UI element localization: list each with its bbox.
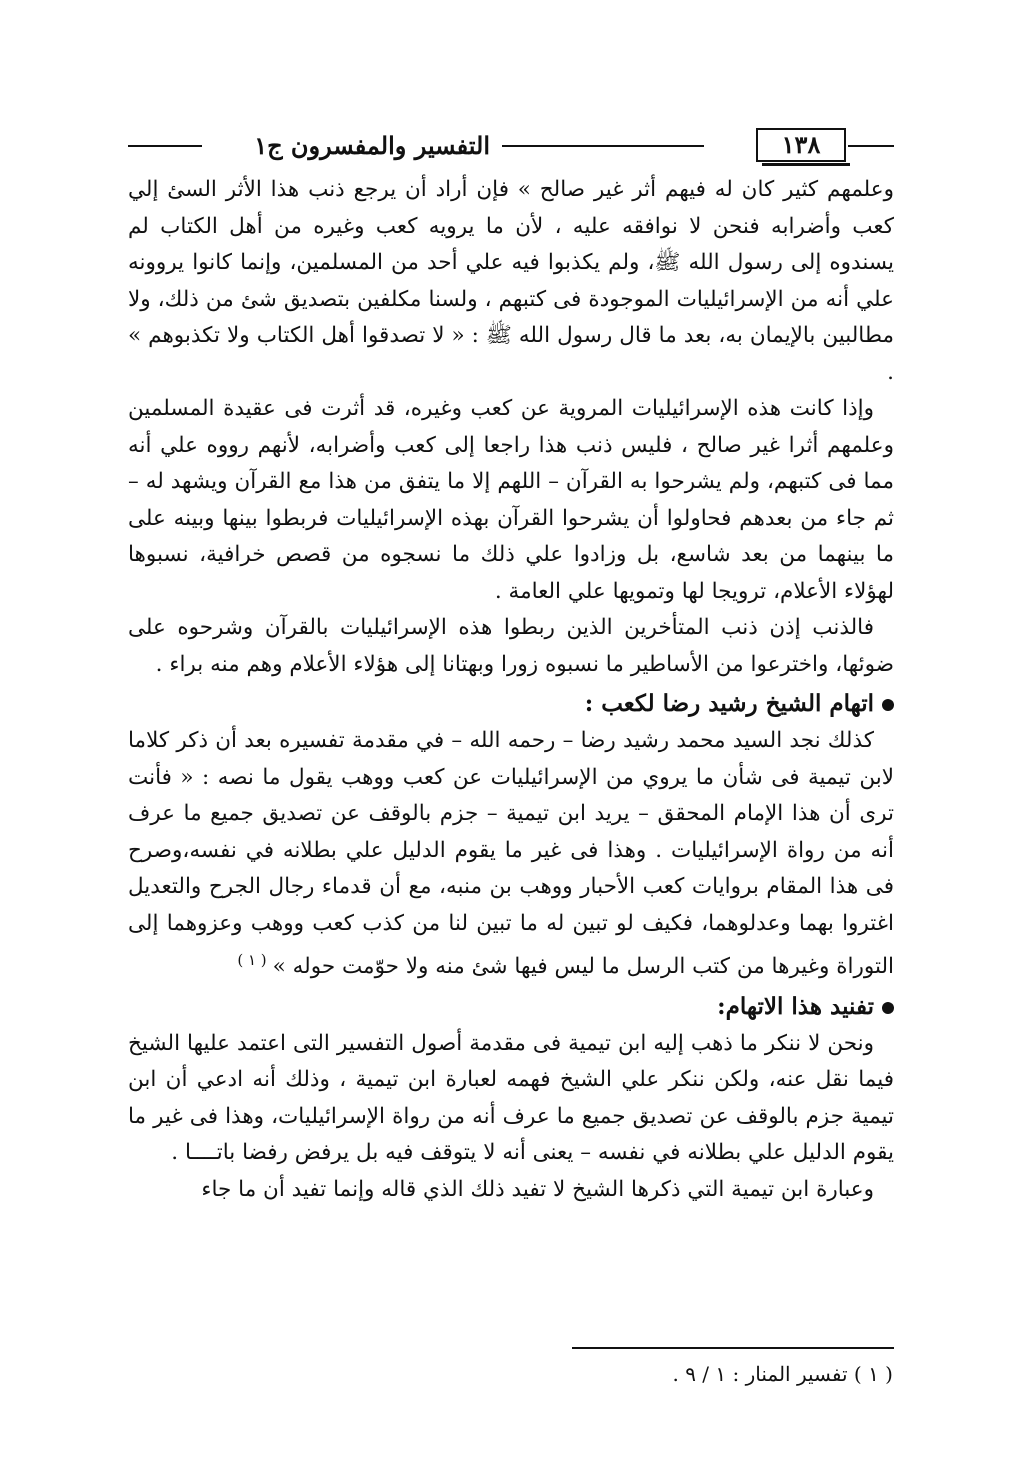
header-rule-right [848, 145, 894, 147]
paragraph-3: فالذنب إذن ذنب المتأخرين الذين ربطوا هذه الإسرائيليات بالقرآن وشرحوه على ضوئها، واخترعوا من الأساطير ما نسبوه زورا وبهتانا إلى هؤلاء الأعلام وهم منه براء . [128, 615, 894, 677]
section-heading-accusation [128, 685, 894, 723]
section-heading-refutation [128, 988, 894, 1026]
footnote-rule [572, 1347, 894, 1349]
paragraph-5: ونحن لا ننكر ما ذهب إليه ابن تيمية فى مقدمة أصول التفسير التى اعتمد عليها الشيخ فيما نقل عنه، ولكن ننكر علي الشيخ فهمه لعبارة ابن تيمية ، وذلك أنه ادعي أن ابن تيمية جزم بالوقف عن تصديق جميع ما عرف أنه من رواة الإسرائيليات، وهذا فى غير ما يقوم الدليل علي بطلانه في نفسه – يعنى أنه لا يتوقف فيه بل يرفض رفضا باتــــا . [128, 1030, 894, 1166]
bullet-icon [882, 699, 894, 711]
paragraph-4-text: كذلك نجد السيد محمد رشيد رضا – رحمه الله – في مقدمة تفسيره بعد أن ذكر كلاما لابن تيمية فى شأن ما يروي من الإسرائيليات عن كعب ووهب يقول ما نصه : « فأنت ترى أن هذا الإمام المحقق – يريد ابن تيمية – جزم بالوقف عن تصديق جميع ما عرف أنه من رواة الإسرائيليات . وهذا فى غير ما يقوم الدليل علي بطلانه في نفسه،وصرح فى هذا المقام بروايات كعب الأحبار ووهب بن منبه، مع أن قدماء رجال الجرح والتعديل اغتروا بهما وعدلوهما، فكيف لو تبين له ما تبين لنا من كذب كعب ووهب وعزوهما إلى التوراة وغيرها من كتب الرسل ما ليس فيها شئ منه ولا حوّمت حوله » [128, 728, 894, 980]
paragraph-1: وعلمهم كثير كان له فيهم أثر غير صالح » فإن أراد أن يرجع ذنب هذا الأثر السئ إلي كعب وأضرابه فنحن لا نوافقه عليه ، لأن ما يرويه كعب وغيره من أهل الكتاب لم يسندوه إلى رسول الله ﷺ، ولم يكذبوا فيه علي أحد من المسلمين، وإنما كانوا يروونه علي أنه من الإسرائيليات الموجودة فى كتبهم ، ولسنا مكلفين بتصديق شئ من ذلك، ولا مطالبين بالإيمان به، بعد ما قال رسول الله ﷺ : « لا تصدقوا أهل الكتاب ولا تكذبوهم » . [128, 177, 894, 385]
header-rule-middle [502, 145, 704, 147]
bullet-icon [882, 1002, 894, 1014]
running-title: التفسير والمفسرون ج١ [254, 131, 490, 160]
paragraph-6: وعبارة ابن تيمية التي ذكرها الشيخ لا تفيد ذلك الذي قاله وإنما تفيد أن ما جاء [201, 1176, 874, 1202]
heading-text: اتهام الشيخ رشيد رضا لكعب : [584, 690, 874, 717]
paragraph-2: وإذا كانت هذه الإسرائيليات المروية عن كعب وغيره، قد أثرت فى عقيدة المسلمين وعلمهم أثرا غير صالح ، فليس ذنب هذا راجعا إلى كعب وأضرابه، لأنهم رووه علي أنه مما فى كتبهم، ولم يشرحوا به القرآن – اللهم إلا ما يتفق من هذا مع القرآن ويشهد له – ثم جاء من بعدهم فحاولوا أن يشرحوا القرآن بهذه الإسرائيليات فربطوا بينها وبينه على ما بينهما من بعد شاسع، بل وزادوا علي ذلك ما نسجوه من قصص خرافية، نسبوها لهؤلاء الأعلام، ترويجا لها وتمويها علي العامة . [128, 396, 894, 604]
header-rule-left [128, 145, 202, 147]
page-header [128, 126, 894, 166]
main-text [128, 172, 894, 1208]
heading-text: تفنيد هذا الاتهام: [717, 992, 874, 1020]
footnote: ( ١ ) تفسير المنار : ١ / ٩ . [672, 1362, 893, 1386]
footnote-reference: ( ١ ) [237, 951, 267, 969]
paragraph-4 [128, 723, 894, 986]
page-number: ١٣٨ [756, 128, 846, 162]
